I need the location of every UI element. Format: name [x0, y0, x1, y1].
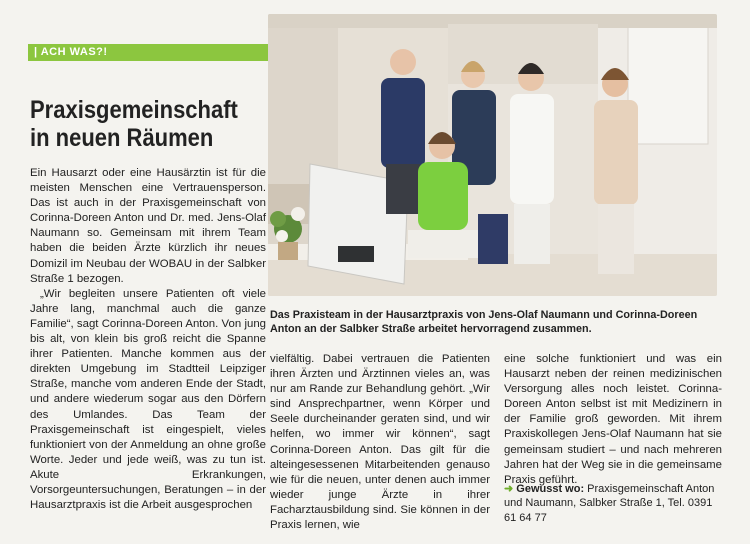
info-lead: Gewusst wo:	[516, 483, 585, 495]
info-box	[504, 482, 724, 525]
paragraph-4: eine solche funktioniert und was ein Hausarzt neben der reinen medizinischen Versorgung alles noch leistet. Corinna-Doreen Anton selbst ist mit Medizinern in der Familie groß geworden. Mit ihrem Praxiskollegen Jens-Olaf Naumann hat sie gemeinsam studiert – und nach mehreren Jahren hat der Weg sie in die gemeinsame Praxis geführt.	[504, 353, 722, 486]
headline-line-1: Praxisgemeinschaft	[30, 96, 238, 124]
headline-line-2: in neuen Räumen	[30, 124, 214, 152]
article-column-1	[30, 166, 266, 513]
paragraph-3: vielfältig. Dabei vertrauen die Patienten ihren Ärzten und Ärztinnen vieles an, was nur am Rande zur Behandlung gehört. „Wir sind Ansprechpartner, wenn Körper und Seele durcheinander geraten sind, und wir helfen, wo immer wir können“, sagt Corinna-Doreen Anton. Das gilt für die alteingesessenen Mitarbeitenden genauso wie für die neuen, unter denen auch immer wieder junge Ärzte in ihrer Facharztausbildung sind. Sie können in der Praxis lernen, wie	[270, 353, 490, 532]
section-label: | ACH WAS?!	[28, 44, 270, 61]
paragraph-1: Ein Hausarzt oder eine Hausärztin ist für die meisten Menschen eine Vertrauensperson. Das ist auch in der Praxisgemeinschaft von Corinna-Doreen Anton und Dr. med. Jens-Olaf Naumann so. Gemeinsam mit ihrem Team haben die beiden Ärzte kürzlich ihr neues Domizil im Neubau der WOBAU in der Salbker Straße 1 bezogen.	[30, 167, 266, 285]
article-headline	[30, 96, 241, 152]
paragraph-2: „Wir begleiten unsere Patienten oft viele Jahre lang, manchmal auch die ganze Familie“, sagt Corinna-Doreen Anton. Von jung bis alt, von klein bis groß reicht die Spanne ihrer Patienten. Manche kommen aus der direkten Umgebung im Stadtteil Leipziger Straße, manche vom anderen Ende der Stadt, und andere wiederum sogar aus den Dörfern des Umlandes. Das Team der Praxisgemeinschaft ist eingespielt, vieles funktioniert von der Anmeldung an ohne große Worte. Jeder und jede weiß, was zu tun ist. Akute Erkrankungen, Vorsorgeuntersuchungen, Beratungen – in der Hausarztpraxis ist die Arbeit ausgesprochen	[30, 287, 266, 512]
team-photo	[268, 14, 717, 296]
article-column-3	[504, 352, 722, 488]
info-address: Praxisgemeinschaft Anton und Naumann, Salbker Straße 1, Tel. 0391 61 64 77	[504, 483, 715, 524]
article-column-2	[270, 352, 490, 533]
photo-caption: Das Praxisteam in der Hausarztpraxis von Jens-Olaf Naumann und Corinna-Doreen Anton an der Salbker Straße arbeitet hervorragend zusammen.	[270, 309, 698, 335]
arrow-right-icon: ➜	[504, 483, 514, 495]
